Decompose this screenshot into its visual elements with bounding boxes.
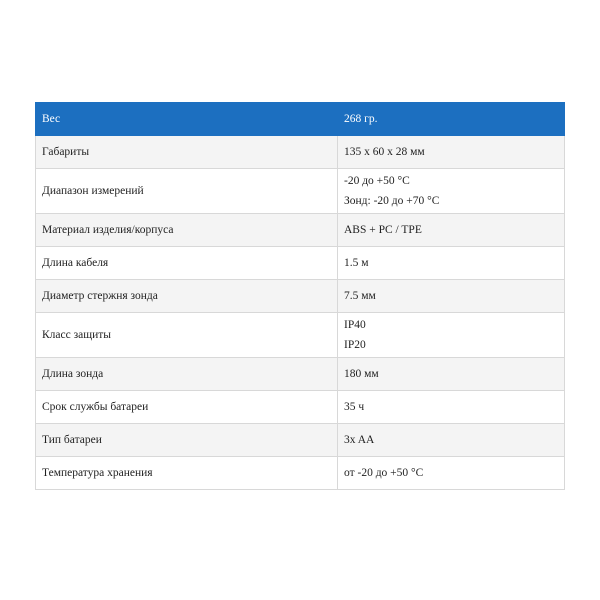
spec-value-line: 7.5 мм — [344, 290, 376, 302]
spec-value — [338, 457, 565, 490]
spec-label: Вес — [36, 103, 338, 136]
spec-value — [338, 358, 565, 391]
spec-value-line: 135 x 60 x 28 мм — [344, 146, 425, 158]
table-row — [36, 247, 565, 280]
spec-label: Срок службы батареи — [36, 391, 338, 424]
spec-label: Длина зонда — [36, 358, 338, 391]
spec-value-line: от -20 до +50 °C — [344, 467, 424, 479]
table-row — [36, 169, 565, 214]
spec-value — [338, 247, 565, 280]
spec-label: Диаметр стержня зонда — [36, 280, 338, 313]
spec-value-line: 3x AA — [344, 434, 375, 446]
spec-label: Диапазон измерений — [36, 169, 338, 214]
spec-value — [338, 424, 565, 457]
table-row — [36, 103, 565, 136]
spec-label: Габариты — [36, 136, 338, 169]
spec-value-line: 180 мм — [344, 368, 379, 380]
specifications-table — [35, 102, 565, 490]
spec-value — [338, 103, 565, 136]
spec-value-line: Зонд: -20 до +70 °C — [344, 195, 440, 207]
spec-value-line: 35 ч — [344, 401, 365, 413]
spec-value — [338, 280, 565, 313]
spec-value — [338, 136, 565, 169]
spec-label: Тип батареи — [36, 424, 338, 457]
spec-value-line: ABS + PC / TPE — [344, 224, 422, 236]
spec-label: Класс защиты — [36, 313, 338, 358]
table-row — [36, 358, 565, 391]
table-row — [36, 457, 565, 490]
table-row — [36, 313, 565, 358]
spec-label: Длина кабеля — [36, 247, 338, 280]
table-row — [36, 280, 565, 313]
spec-value-line: 1.5 м — [344, 257, 369, 269]
spec-value — [338, 214, 565, 247]
spec-value — [338, 391, 565, 424]
table-row — [36, 391, 565, 424]
spec-label: Материал изделия/корпуса — [36, 214, 338, 247]
spec-value-line: 268 гр. — [344, 113, 378, 125]
spec-value-line: -20 до +50 °C — [344, 175, 410, 187]
spec-value-line: IP20 — [344, 339, 366, 351]
spec-value-line: IP40 — [344, 319, 366, 331]
spec-label: Температура хранения — [36, 457, 338, 490]
table-row — [36, 424, 565, 457]
specifications-body — [36, 103, 565, 490]
spec-value — [338, 169, 565, 214]
table-row — [36, 214, 565, 247]
table-row — [36, 136, 565, 169]
spec-value — [338, 313, 565, 358]
